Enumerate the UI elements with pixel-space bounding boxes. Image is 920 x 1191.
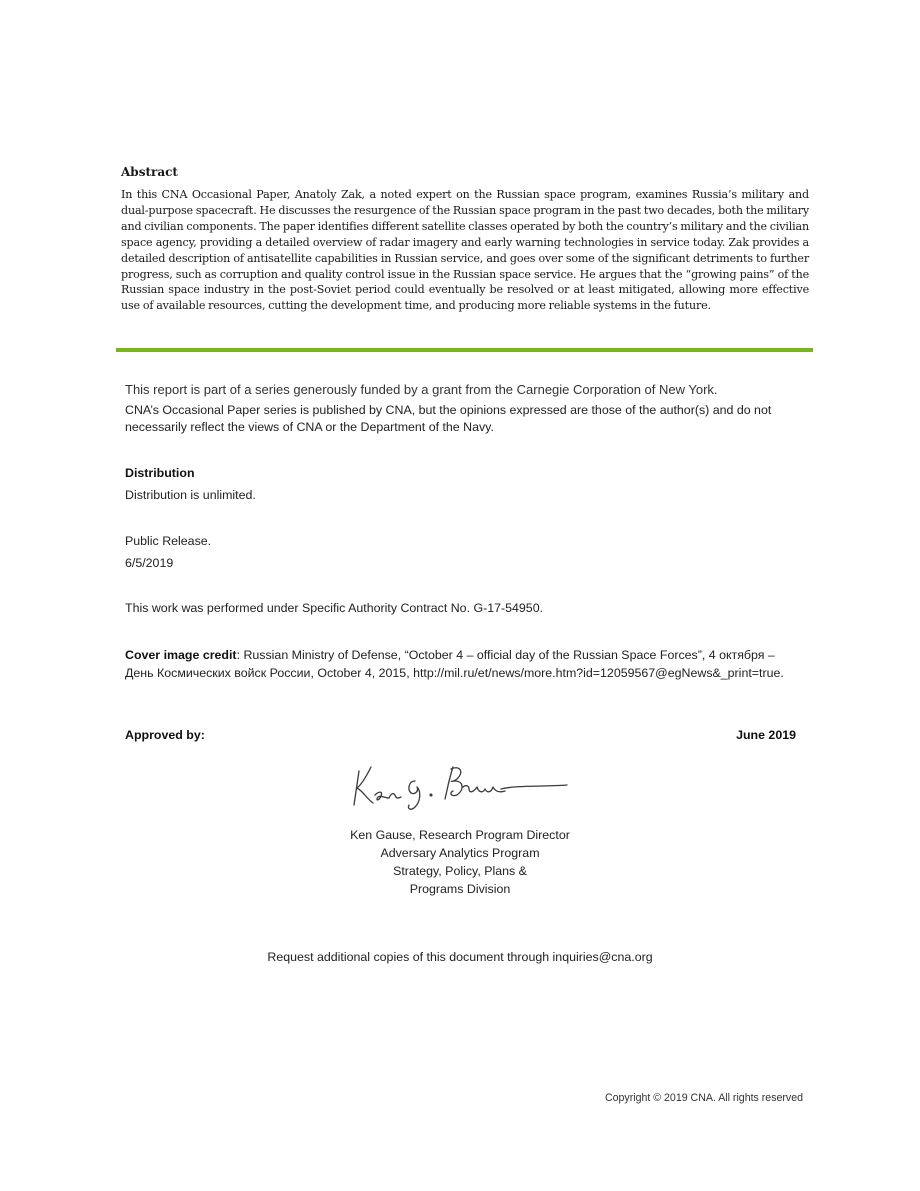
release-status: Public Release. [125,534,212,548]
contract-statement: This work was performed under Specific Authority Contract No. G-17-54950. [125,601,544,615]
release-date: 6/5/2019 [125,556,174,570]
abstract-body: In this CNA Occasional Paper, Anatoly Zak, a noted expert on the Russian space program, examines Russia’s military and dual-purpose spacecraft. He discusses the resurgence of the Russian space program in the past two decades, both the military and civilian components. The paper identifies different satellite classes operated by both the country’s military and the civilian space agency, providing a detailed overview of radar imagery and early warning technologies in service today. Zak provides a detailed description of antisatellite capabilities in Russian service, and goes over some of the significant detriments to further progress, such as corruption and quality control issue in the Russian space service. He argues that the “growing pains” of the Russian space industry in the post-Soviet period could eventually be resolved or at least mitigated, allowing more effective use of available resources, cutting the development time, and producing more reliable systems in the future. [121,188,809,313]
approved-by-label: Approved by: [125,728,205,742]
distribution-heading: Distribution [125,466,195,480]
signer-block [260,826,660,898]
funding-statement: This report is part of a series generously funded by a grant from the Carnegie Corporation of New York. [125,382,718,397]
request-copies-text: Request additional copies of this document through inquiries@cna.org [267,950,653,964]
abstract-heading: Abstract [121,165,178,179]
cover-image-credit [125,646,805,682]
signer-division-line1: Strategy, Policy, Plans & [393,864,527,878]
series-disclaimer: CNA’s Occasional Paper series is published by CNA, but the opinions expressed are those of the author(s) and do not necessarily reflect the views of CNA or the Department of the Navy. [125,403,772,434]
cover-credit-text: : Russian Ministry of Defense, “October 4 – official day of the Russian Space Forces”, 4 октября – День Космических войск России, October 4, 2015, http://mil.ru/et/news/more.htm?id=12059567@egNews&_print=true. [125,648,784,680]
handwritten-signature-icon [345,757,575,813]
approval-date: June 2019 [736,728,796,742]
signer-program: Adversary Analytics Program [380,846,540,860]
signer-division-line2: Programs Division [409,882,511,896]
section-divider [116,348,813,352]
cover-credit-label: Cover image credit [125,648,237,662]
distribution-text: Distribution is unlimited. [125,488,256,502]
copyright-notice: Copyright © 2019 CNA. All rights reserved [605,1092,803,1104]
signer-name-title: Ken Gause, Research Program Director [350,828,570,842]
